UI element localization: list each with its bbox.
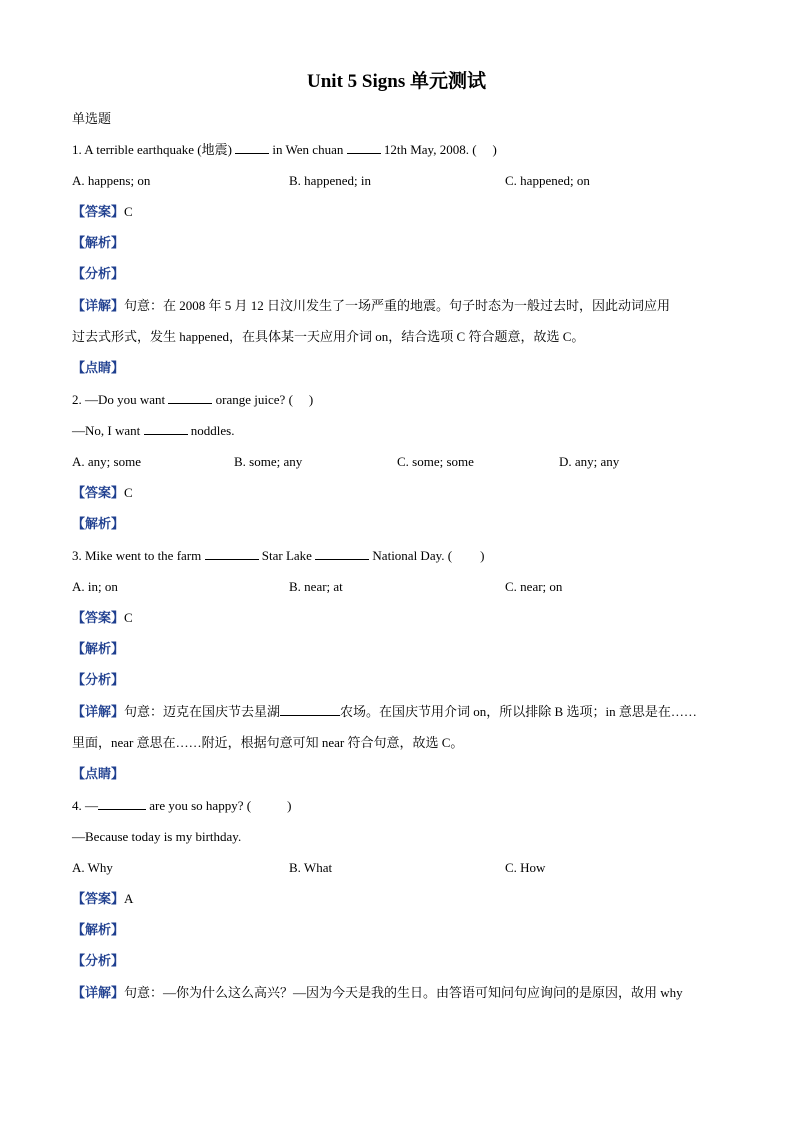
answer-tag: 【答案】 (72, 891, 125, 906)
q1-detail-line1: 句意：在 2008 年 5 月 12 日汶川发生了一场严重的地震。句子时态为一般过去时，因此动词应用 (124, 298, 671, 313)
q2-answer (72, 484, 133, 502)
q4-blank-1 (98, 797, 146, 810)
q2-option-c: C. some; some (397, 454, 474, 469)
q1-detail (72, 297, 670, 315)
q1-option-b: B. happened; in (289, 173, 371, 188)
q3-dianjing: 【点睛】 (72, 766, 125, 781)
q4-detail-line1: 句意：—你为什么这么高兴？—因为今天是我的生日。由答语可知问句应询问的是原因，故用 why (124, 985, 683, 1000)
q2-text-e: noddles. (190, 423, 235, 438)
q4-detail (72, 984, 683, 1002)
q2-blank-1 (168, 391, 212, 404)
q3-answer-value: C (124, 610, 133, 625)
detail-tag: 【详解】 (72, 985, 125, 1000)
q3-detail-b: 农场。在国庆节用介词 on，所以排除 B 选项；in 意思是在…… (340, 704, 697, 719)
q2-option-b: B. some; any (234, 454, 303, 469)
q2-blank-2 (144, 422, 188, 435)
answer-tag: 【答案】 (72, 204, 125, 219)
q3-text-c: National Day. ( (372, 548, 453, 563)
q3-text-b: Star Lake (261, 548, 312, 563)
q3-detail (72, 703, 697, 721)
q3-detail-line2: 里面，near 意思在……附近，根据句意可知 near 符合句意，故选 C。 (72, 735, 464, 750)
q1-jiexi: 【解析】 (72, 235, 125, 250)
q4-text-b: are you so happy? ( (149, 798, 252, 813)
question-3 (72, 547, 484, 565)
q1-answer (72, 203, 133, 221)
page-title: Unit 5 Signs 单元测试 (307, 71, 486, 92)
q4-text-c: ) (287, 798, 292, 813)
q4-fenxi: 【分析】 (72, 953, 125, 968)
q1-option-c: C. happened; on (505, 173, 590, 188)
q2-jiexi: 【解析】 (72, 516, 125, 531)
q3-text-a: 3. Mike went to the farm (72, 548, 202, 563)
question-4 (72, 797, 291, 815)
q1-answer-value: C (124, 204, 133, 219)
q2-option-a: A. any; some (72, 454, 141, 469)
section-heading: 单选题 (72, 111, 112, 126)
q3-fenxi: 【分析】 (72, 672, 125, 687)
q4-option-b: B. What (289, 860, 333, 875)
q1-text-d: ) (492, 142, 497, 157)
q4-jiexi: 【解析】 (72, 922, 125, 937)
q4-option-a: A. Why (72, 860, 113, 875)
q3-text-d: ) (480, 548, 485, 563)
question-1 (72, 141, 497, 159)
q1-text-b: in Wen chuan (272, 142, 344, 157)
q3-blank-1 (205, 547, 259, 560)
detail-tag: 【详解】 (72, 704, 125, 719)
q3-answer (72, 609, 133, 627)
q1-dianjing: 【点睛】 (72, 360, 125, 375)
q1-option-a: A. happens; on (72, 173, 151, 188)
q3-option-b: B. near; at (289, 579, 343, 594)
q4-option-c: C. How (505, 860, 546, 875)
q3-jiexi: 【解析】 (72, 641, 125, 656)
q2-text-a: 2. —Do you want (72, 392, 166, 407)
q1-text-a: 1. A terrible earthquake (地震) (72, 142, 232, 157)
q3-blank-2 (315, 547, 369, 560)
detail-tag: 【详解】 (72, 298, 125, 313)
q3-detail-a: 句意：迈克在国庆节去星湖 (124, 704, 281, 719)
q2-answer-value: C (124, 485, 133, 500)
q2-text-c: ) (308, 392, 314, 407)
q3-option-c: C. near; on (505, 579, 563, 594)
q1-fenxi: 【分析】 (72, 266, 125, 281)
q2-text-b: orange juice? ( (215, 392, 293, 407)
q1-blank-2 (347, 141, 381, 154)
question-2 (72, 391, 313, 409)
q1-text-c: 12th May, 2008. ( (383, 142, 477, 157)
answer-tag: 【答案】 (72, 610, 125, 625)
q4-answer-value: A (124, 891, 134, 906)
q4-answer (72, 890, 133, 908)
question-4-line2: —Because today is my birthday. (72, 829, 242, 844)
q2-option-d: D. any; any (559, 454, 620, 469)
q3-option-a: A. in; on (72, 579, 118, 594)
answer-tag: 【答案】 (72, 485, 125, 500)
q4-text-a: 4. — (72, 798, 98, 813)
q1-blank-1 (235, 141, 269, 154)
q2-text-d: —No, I want (72, 423, 141, 438)
question-2-line2 (72, 422, 234, 440)
q3-detail-blank (280, 703, 340, 716)
q1-detail-line2: 过去式形式，发生 happened，在具体某一天应用介词 on，结合选项 C 符合题意，故选 C。 (72, 329, 585, 344)
